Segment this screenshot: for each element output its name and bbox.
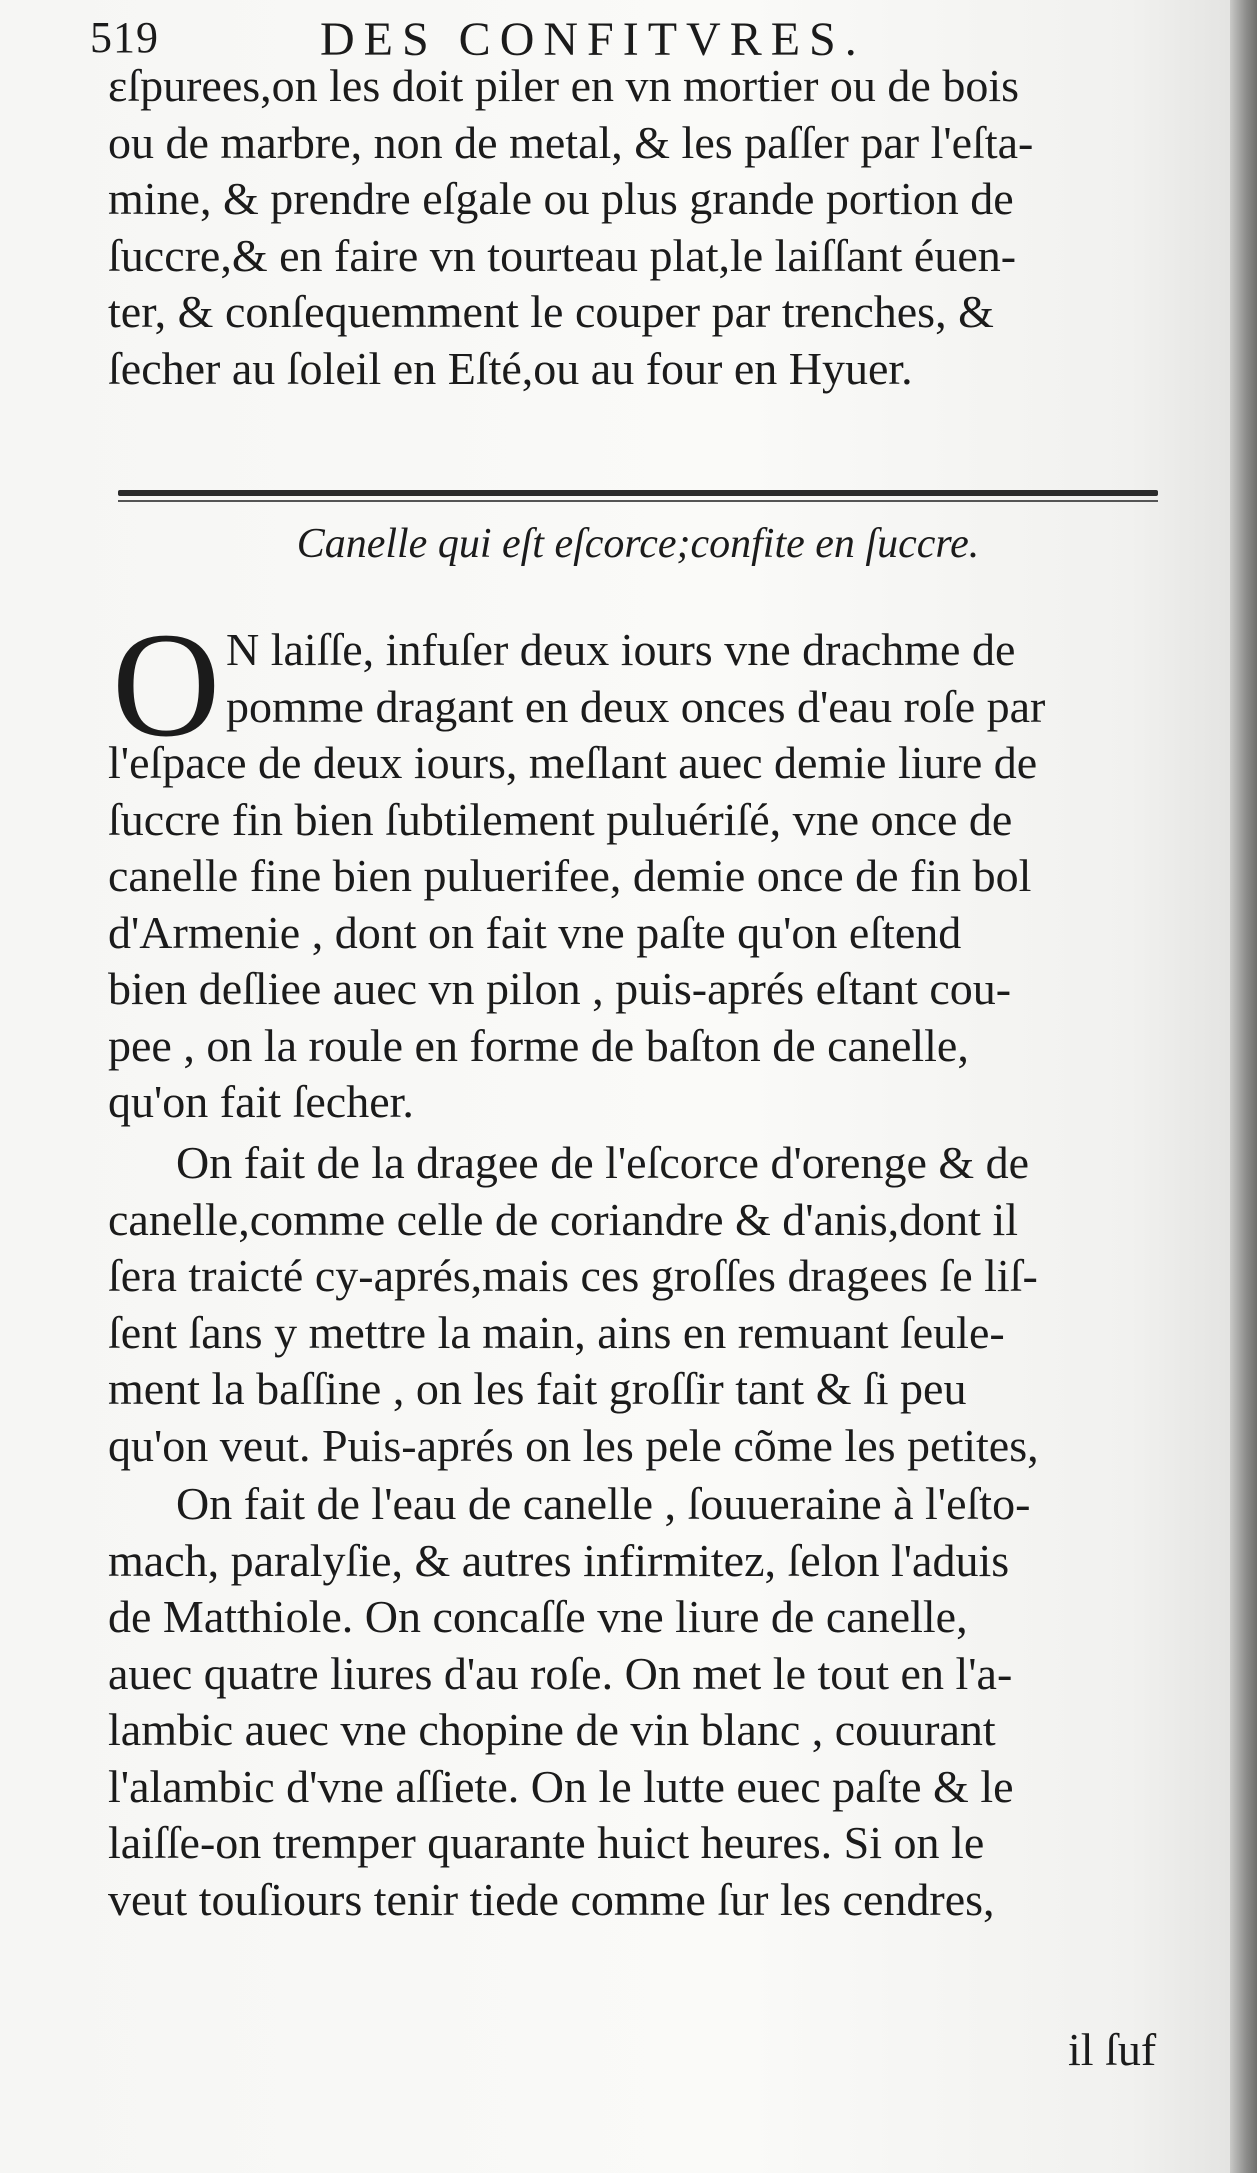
text-line: ſent ſans y mettre la main, ains en remuant ſeule-	[108, 1306, 1005, 1358]
drop-cap: O	[112, 602, 221, 768]
text-line: ou de marbre, non de metal, & les paſſer par l'eſta-	[108, 116, 1034, 168]
text-line: qu'on fait ſecher.	[108, 1076, 414, 1127]
text-line: ter, & conſequemment le couper par trenches, &	[108, 286, 994, 337]
section-divider-thin	[118, 500, 1158, 502]
paragraph-2	[108, 1135, 1158, 1474]
text-line: ɛſpurees,on les doit piler en vn mortier ou de bois	[108, 60, 1020, 111]
text-line: On fait de l'eau de canelle , ſouueraine à l'eſto-	[176, 1478, 1031, 1529]
text-line: auec quatre liures d'au roſe. On met le tout en l'a-	[108, 1647, 1013, 1699]
text-line: ſuccre,& en faire vn tourteau plat,le laiſſant éuen-	[108, 229, 1017, 281]
text-line: bien deſliee auec vn pilon , puis-aprés eſtant cou-	[108, 963, 1012, 1014]
text-line: ſuccre fin bien ſubtilement puluériſé, vne once de	[108, 793, 1013, 845]
paragraph-3	[108, 1476, 1158, 1928]
text-line: ſecher au ſoleil en Eſté,ou au four en Hyuer.	[108, 342, 913, 394]
text-line: lambic auec vne chopine de vin blanc , couurant	[108, 1704, 996, 1755]
text-line: canelle,comme celle de coriandre & d'anis,dont il	[108, 1193, 1019, 1245]
text-line: pee , on la roule en forme de baſton de canelle,	[108, 1019, 969, 1071]
catchword	[1068, 2022, 1168, 2079]
book-gutter	[1230, 0, 1257, 2173]
text-line: l'eſpace de deux iours, meſlant auec demie liure de	[108, 737, 1038, 788]
section-divider	[118, 490, 1158, 496]
text-line: laiſſe-on tremper quarante huict heures. Si on le	[108, 1817, 985, 1868]
text-line: pomme dragant en deux onces d'eau roſe par	[226, 680, 1046, 732]
text-line: de Matthiole. On concaſſe vne liure de canelle,	[108, 1591, 968, 1642]
catchword-text: il ſuf	[1068, 2024, 1157, 2075]
text-line: mach, paralyſie, & autres infirmitez, ſelon l'aduis	[108, 1534, 1010, 1586]
text-line: On fait de la dragee de l'eſcorce d'orenge & de	[176, 1137, 1030, 1188]
text-line: N laiſſe, infuſer deux iours vne drachme de	[226, 624, 1016, 675]
text-line: d'Armenie , dont on fait vne paſte qu'on eſtend	[108, 906, 962, 958]
text-line: qu'on veut. Puis-aprés on les pele cõme les petites,	[108, 1419, 1039, 1471]
paragraph-1	[108, 602, 1158, 1131]
section-title: Canelle qui eſt eſcorce;confite en ſuccre.	[296, 521, 980, 567]
text-line: mine, & prendre eſgale ou plus grande portion de	[108, 173, 1014, 224]
page-number: 519	[90, 13, 159, 62]
running-title: DES CONFITVRES.	[320, 13, 866, 66]
text-line: canelle fine bien puluerifee, demie once de fin bol	[108, 850, 1032, 901]
text-line: l'alambic d'vne aſſiete. On le lutte euec paſte & le	[108, 1760, 1014, 1812]
text-line: ment la baſſine , on les fait groſſir tant & ſi peu	[108, 1363, 967, 1414]
text-line: veut touſiours tenir tiede comme ſur les cendres,	[108, 1873, 995, 1925]
text-line: ſera traicté cy-aprés,mais ces groſſes dragees ſe liſ-	[108, 1250, 1038, 1301]
top-paragraph	[108, 58, 1158, 397]
